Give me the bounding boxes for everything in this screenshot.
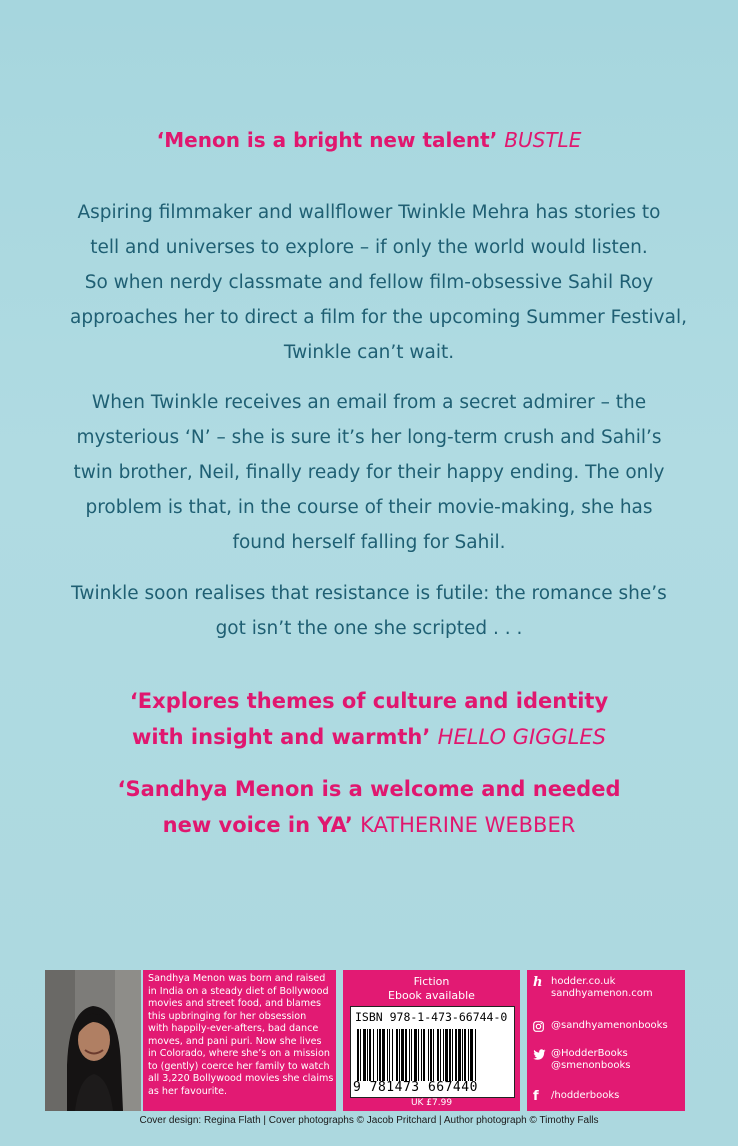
blurb-line: Twinkle can’t wait. <box>283 342 455 363</box>
author-portrait-image <box>45 970 141 1111</box>
twitter-links <box>533 1048 630 1072</box>
twitter-handle[interactable]: @HodderBooks <box>551 1048 628 1059</box>
bio-line: this upbringing for her obsession <box>148 1010 307 1022</box>
website-link[interactable]: sandhyamenon.com <box>551 988 653 999</box>
website-link[interactable]: hodder.co.uk <box>551 976 616 987</box>
author-bio-panel <box>143 970 336 1111</box>
barcode-box <box>350 1006 515 1098</box>
review-quote-bustle <box>0 128 738 152</box>
facebook-handle[interactable]: /hodderbooks <box>551 1090 620 1101</box>
instagram-icon <box>533 1021 547 1035</box>
bio-line: as her favourite. <box>148 1085 228 1097</box>
quote-line: ‘Explores themes of culture and identity <box>129 689 609 713</box>
quote-text: ‘Menon is a bright new talent’ <box>156 128 498 152</box>
facebook-icon: f <box>533 1089 539 1104</box>
bio-line: movies and street food, and blames <box>148 998 322 1009</box>
bio-line: all 3,220 Bollywood movies she claims <box>148 1073 334 1084</box>
twitter-handle[interactable]: @smenonbooks <box>551 1060 631 1071</box>
barcode-digits: 9 781473 667440 <box>353 1080 478 1095</box>
review-quote-hello-giggles <box>0 683 738 755</box>
blurb-paragraph-1 <box>70 195 687 370</box>
review-quote-katherine-webber <box>0 771 738 843</box>
bio-line: in India on a steady diet of Bollywood <box>148 985 329 997</box>
social-panel <box>527 970 685 1111</box>
quote-line: new voice in YA’ <box>162 813 353 837</box>
blurb-paragraph-3 <box>70 576 668 646</box>
category-label: Fiction <box>413 975 450 988</box>
blurb-line: found herself falling for Sahil. <box>232 532 506 553</box>
blurb-line: When Twinkle receives an email from a secret admirer – the <box>91 392 647 413</box>
twitter-icon <box>533 1049 547 1063</box>
cover-credits: Cover design: Regina Flath | Cover photographs © Jacob Pritchard | Author photograph © Timothy Falls <box>139 1115 599 1126</box>
blurb-line: mysterious ‘N’ – she is sure it’s her long-term crush and Sahil’s <box>76 427 662 448</box>
author-photo <box>45 970 141 1111</box>
bio-line: Sandhya Menon was born and raised <box>148 973 326 984</box>
barcode-image <box>355 1029 510 1081</box>
instagram-link-row <box>533 1020 668 1032</box>
facebook-link-row <box>533 1090 619 1102</box>
blurb-line: twin brother, Neil, finally ready for their happy ending. The only <box>73 462 665 483</box>
bio-line: to (gently) coerce her family to watch <box>148 1060 330 1072</box>
blurb-line: Twinkle soon realises that resistance is futile: the romance she’s <box>71 583 667 604</box>
instagram-handle[interactable]: @sandhyamenonbooks <box>551 1020 668 1031</box>
blurb-line: problem is that, in the course of their movie-making, she has <box>85 497 653 518</box>
quote-source: HELLO GIGGLES <box>437 725 606 749</box>
ebook-label: Ebook available <box>388 989 475 1002</box>
quote-line: ‘Sandhya Menon is a welcome and needed <box>117 777 621 801</box>
quote-source: BUSTLE <box>504 128 582 152</box>
quote-line: with insight and warmth’ <box>132 725 431 749</box>
isbn-label: ISBN 978-1-473-66744-0 <box>355 1010 508 1024</box>
bio-line: with happily-ever-afters, bad dance <box>148 1023 319 1034</box>
blurb-line: So when nerdy classmate and fellow film-obsessive Sahil Roy <box>84 272 654 293</box>
blurb-paragraph-2 <box>70 385 668 560</box>
price-label: UK £7.99 <box>410 1098 453 1108</box>
blurb-line: approaches her to direct a film for the upcoming Summer Festival, <box>70 307 687 328</box>
barcode-panel <box>343 970 520 1111</box>
quote-source: KATHERINE WEBBER <box>360 813 576 837</box>
bio-line: moves, and pani puri. Now she lives <box>148 1035 322 1047</box>
blurb-line: Aspiring filmmaker and wallflower Twinkle Mehra has stories to <box>77 202 661 223</box>
blurb-line: got isn’t the one she scripted . . . <box>215 618 523 639</box>
hodder-logo-icon: h <box>533 975 543 990</box>
bio-line: in Colorado, where she’s on a mission <box>148 1048 330 1059</box>
website-links <box>533 976 653 1000</box>
blurb-line: tell and universes to explore – if only the world would listen. <box>90 237 648 258</box>
